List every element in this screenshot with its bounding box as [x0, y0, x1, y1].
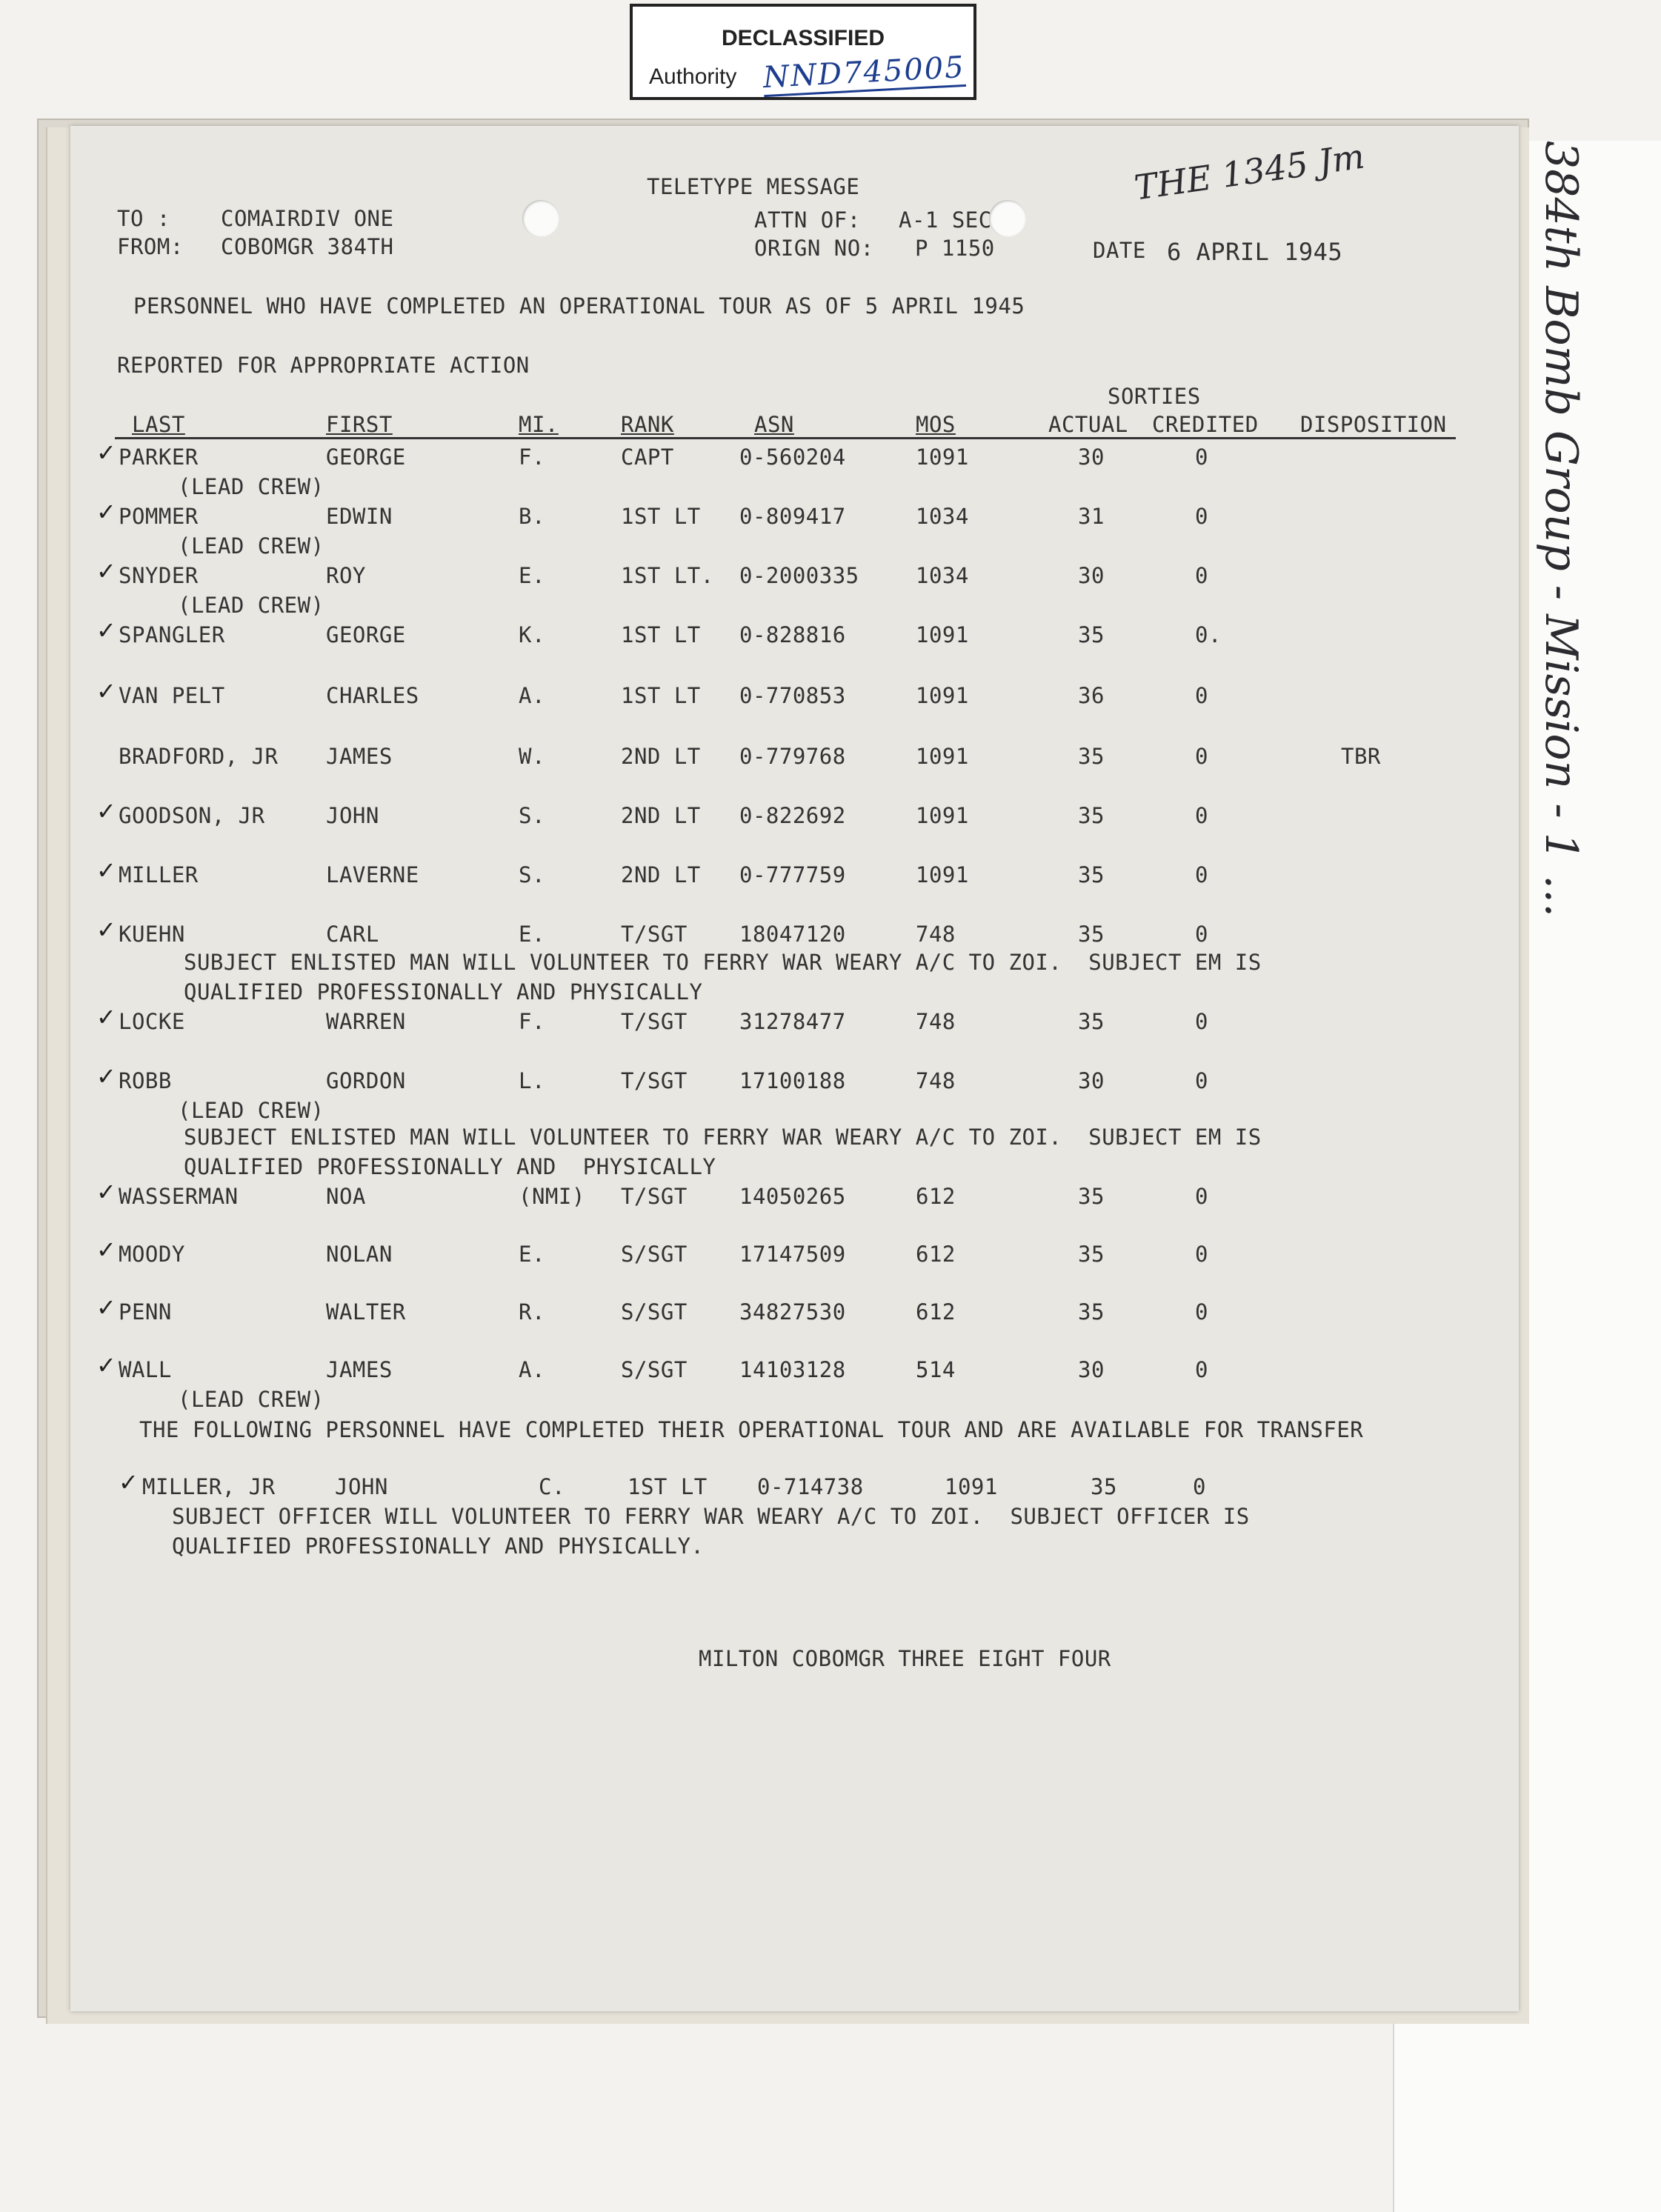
cell-credited: 0	[1195, 504, 1208, 529]
cell-asn: 17100188	[739, 1068, 846, 1093]
cell-mi: (NMI)	[519, 1184, 585, 1209]
to-value: COMAIRDIV ONE	[221, 206, 394, 231]
cell-mos: 1091	[916, 444, 969, 470]
check-mark-icon: ✓	[96, 1351, 116, 1379]
check-mark-icon: ✓	[96, 856, 116, 885]
transfer-remark-1: SUBJECT OFFICER WILL VOLUNTEER TO FERRY WAR WEARY A/C TO ZOI. SUBJECT OFFICER IS	[172, 1504, 1250, 1529]
message-title: TELETYPE MESSAGE	[647, 174, 860, 199]
cell-rank: T/SGT	[621, 922, 688, 947]
cell-disposition: TBR	[1341, 744, 1381, 769]
date-label: DATE	[1093, 238, 1146, 263]
cell-mi: A.	[519, 1357, 545, 1382]
cell-first: EDWIN	[326, 504, 393, 529]
cell-last: WASSERMAN	[119, 1184, 239, 1209]
check-mark-icon: ✓	[96, 1003, 116, 1031]
transfer-heading: THE FOLLOWING PERSONNEL HAVE COMPLETED THEIR OPERATIONAL TOUR AND ARE AVAILABLE FOR TRANSFER	[139, 1417, 1364, 1442]
cell-first: GEORGE	[326, 622, 406, 647]
cell-first: CHARLES	[326, 683, 419, 708]
check-mark-icon: ✓	[96, 916, 116, 944]
cell-credited: 0	[1195, 683, 1208, 708]
transfer-actual: 35	[1091, 1474, 1117, 1499]
cell-asn: 31278477	[739, 1009, 846, 1034]
check-mark-icon: ✓	[96, 677, 116, 705]
col-credited: CREDITED	[1152, 412, 1259, 437]
cell-rank: S/SGT	[621, 1357, 688, 1382]
cell-mos: 514	[916, 1357, 956, 1382]
attn-label: ATTN OF:	[754, 207, 861, 233]
check-mark-icon: ✓	[96, 1236, 116, 1264]
cell-first: JOHN	[326, 803, 379, 828]
cell-mos: 748	[916, 1068, 956, 1093]
cell-last: VAN PELT	[119, 683, 225, 708]
row-note: (LEAD CREW)	[178, 1098, 324, 1123]
cell-rank: T/SGT	[621, 1184, 688, 1209]
cell-asn: 0-779768	[739, 744, 846, 769]
cell-rank: T/SGT	[621, 1009, 688, 1034]
cell-credited: 0.	[1195, 622, 1222, 647]
row-note: (LEAD CREW)	[178, 1387, 324, 1412]
row-note: (LEAD CREW)	[178, 533, 324, 559]
cell-mos: 748	[916, 1009, 956, 1034]
cell-actual: 30	[1078, 444, 1105, 470]
cell-last: ROBB	[119, 1068, 172, 1093]
cell-last: LOCKE	[119, 1009, 185, 1034]
cell-last: WALL	[119, 1357, 172, 1382]
cell-asn: 0-560204	[739, 444, 846, 470]
handwritten-annotation: THE 1345 Jm	[1131, 136, 1367, 208]
cell-credited: 0	[1195, 1068, 1208, 1093]
cell-credited: 0	[1195, 444, 1208, 470]
check-mark-icon: ✓	[96, 1062, 116, 1090]
cell-credited: 0	[1195, 1299, 1208, 1325]
cell-rank: CAPT	[621, 444, 674, 470]
transfer-mi: C.	[539, 1474, 565, 1499]
cell-last: SNYDER	[119, 563, 199, 588]
check-mark-icon: ✓	[96, 439, 116, 467]
stamp-authority-label: Authority	[649, 64, 737, 89]
cell-last: MILLER	[119, 862, 199, 887]
cell-mos: 1034	[916, 563, 969, 588]
cell-mi: E.	[519, 922, 545, 947]
cell-first: WARREN	[326, 1009, 406, 1034]
cell-first: GEORGE	[326, 444, 406, 470]
cell-mi: F.	[519, 444, 545, 470]
punch-hole-left	[522, 200, 559, 237]
transfer-last: MILLER, JR	[142, 1474, 276, 1499]
col-first: FIRST	[326, 412, 393, 437]
signature-line: MILTON COBOMGR THREE EIGHT FOUR	[699, 1646, 1111, 1671]
cell-mos: 612	[916, 1299, 956, 1325]
cell-credited: 0	[1195, 1009, 1208, 1034]
cell-credited: 0	[1195, 563, 1208, 588]
cell-actual: 35	[1078, 1184, 1105, 1209]
cell-mos: 1091	[916, 683, 969, 708]
cell-rank: 2ND LT	[621, 862, 701, 887]
col-mi: MI.	[519, 412, 559, 437]
cell-actual: 30	[1078, 1357, 1105, 1382]
cell-asn: 0-809417	[739, 504, 846, 529]
subject-line: PERSONNEL WHO HAVE COMPLETED AN OPERATIONAL TOUR AS OF 5 APRIL 1945	[133, 293, 1025, 319]
cell-first: CARL	[326, 922, 379, 947]
cell-actual: 35	[1078, 744, 1105, 769]
cell-asn: 14050265	[739, 1184, 846, 1209]
cell-last: PARKER	[119, 444, 199, 470]
attn-value: A-1 SEC	[899, 207, 992, 233]
cell-mi: A.	[519, 683, 545, 708]
cell-first: WALTER	[326, 1299, 406, 1325]
cell-actual: 36	[1078, 683, 1105, 708]
transfer-remark-2: QUALIFIED PROFESSIONALLY AND PHYSICALLY.	[172, 1533, 705, 1559]
cell-rank: 1ST LT	[621, 683, 701, 708]
cell-rank: S/SGT	[621, 1299, 688, 1325]
cell-mos: 612	[916, 1184, 956, 1209]
transfer-asn: 0-714738	[757, 1474, 864, 1499]
robb-remark-2: QUALIFIED PROFESSIONALLY AND PHYSICALLY	[184, 1154, 716, 1179]
cell-mi: L.	[519, 1068, 545, 1093]
cell-credited: 0	[1195, 1357, 1208, 1382]
cell-rank: 1ST LT.	[621, 563, 714, 588]
cell-last: BRADFORD, JR	[119, 744, 279, 769]
row-note: (LEAD CREW)	[178, 474, 324, 499]
check-mark-icon: ✓	[96, 498, 116, 526]
stamp-title: DECLASSIFIED	[721, 26, 885, 50]
cell-asn: 18047120	[739, 922, 846, 947]
cell-mi: R.	[519, 1299, 545, 1325]
check-mark-icon: ✓	[96, 1293, 116, 1322]
punch-hole-right	[989, 200, 1026, 237]
check-mark-icon: ✓	[96, 1178, 116, 1206]
cell-actual: 35	[1078, 1299, 1105, 1325]
origin-label: ORIGN NO:	[754, 236, 874, 261]
cell-asn: 14103128	[739, 1357, 846, 1382]
cell-first: NOLAN	[326, 1242, 393, 1267]
cell-asn: 34827530	[739, 1299, 846, 1325]
from-value: COBOMGR 384TH	[221, 234, 394, 259]
cell-last: POMMER	[119, 504, 199, 529]
transfer-first: JOHN	[335, 1474, 388, 1499]
cell-actual: 30	[1078, 563, 1105, 588]
cell-actual: 35	[1078, 1009, 1105, 1034]
cell-last: KUEHN	[119, 922, 185, 947]
side-handwritten-note	[1535, 141, 1587, 237]
reported-line: REPORTED FOR APPROPRIATE ACTION	[117, 353, 530, 378]
cell-rank: 1ST LT	[621, 504, 701, 529]
col-disposition: DISPOSITION	[1300, 412, 1447, 437]
cell-asn: 17147509	[739, 1242, 846, 1267]
cell-mi: B.	[519, 504, 545, 529]
cell-rank: T/SGT	[621, 1068, 688, 1093]
cell-first: JAMES	[326, 1357, 393, 1382]
stamp-authority-number: NND745005	[762, 50, 966, 97]
cell-mos: 612	[916, 1242, 956, 1267]
cell-first: LAVERNE	[326, 862, 419, 887]
cell-actual: 30	[1078, 1068, 1105, 1093]
transfer-mos: 1091	[945, 1474, 998, 1499]
origin-value: P 1150	[915, 236, 995, 261]
kuehn-remark-2: QUALIFIED PROFESSIONALLY AND PHYSICALLY	[184, 979, 703, 1005]
cell-mos: 1091	[916, 803, 969, 828]
cell-mi: W.	[519, 744, 545, 769]
cell-rank: S/SGT	[621, 1242, 688, 1267]
cell-first: NOA	[326, 1184, 366, 1209]
col-sorties: SORTIES	[1108, 384, 1201, 409]
cell-mi: S.	[519, 803, 545, 828]
cell-mos: 1034	[916, 504, 969, 529]
cell-credited: 0	[1195, 744, 1208, 769]
cell-first: GORDON	[326, 1068, 406, 1093]
cell-credited: 0	[1195, 1242, 1208, 1267]
cell-asn: 0-822692	[739, 803, 846, 828]
col-mos: MOS	[916, 412, 956, 437]
cell-rank: 2ND LT	[621, 744, 701, 769]
cell-credited: 0	[1195, 1184, 1208, 1209]
cell-last: PENN	[119, 1299, 172, 1325]
cell-mi: S.	[519, 862, 545, 887]
cell-credited: 0	[1195, 862, 1208, 887]
robb-remark-1: SUBJECT ENLISTED MAN WILL VOLUNTEER TO FERRY WAR WEARY A/C TO ZOI. SUBJECT EM IS	[184, 1125, 1262, 1150]
cell-last: MOODY	[119, 1242, 185, 1267]
header-rule	[115, 437, 1456, 439]
check-mark-icon: ✓	[96, 797, 116, 825]
from-label: FROM:	[117, 234, 184, 259]
cell-mos: 748	[916, 922, 956, 947]
cell-actual: 35	[1078, 922, 1105, 947]
col-actual: ACTUAL	[1048, 412, 1128, 437]
cell-mi: E.	[519, 563, 545, 588]
date-value: 6 APRIL 1945	[1167, 238, 1343, 266]
cell-first: JAMES	[326, 744, 393, 769]
row-note: (LEAD CREW)	[178, 593, 324, 618]
declassified-stamp	[630, 4, 976, 100]
cell-first: ROY	[326, 563, 366, 588]
cell-actual: 35	[1078, 803, 1105, 828]
col-rank: RANK	[621, 412, 674, 437]
cell-actual: 35	[1078, 1242, 1105, 1267]
kuehn-remark-1: SUBJECT ENLISTED MAN WILL VOLUNTEER TO FERRY WAR WEARY A/C TO ZOI. SUBJECT EM IS	[184, 950, 1262, 975]
transfer-rank: 1ST LT	[628, 1474, 708, 1499]
cell-rank: 1ST LT	[621, 622, 701, 647]
cell-credited: 0	[1195, 803, 1208, 828]
cell-mi: K.	[519, 622, 545, 647]
cell-mi: E.	[519, 1242, 545, 1267]
cell-mi: F.	[519, 1009, 545, 1034]
col-asn: ASN	[754, 412, 794, 437]
cell-rank: 2ND LT	[621, 803, 701, 828]
col-last: LAST	[132, 412, 185, 437]
cell-actual: 31	[1078, 504, 1105, 529]
check-mark-icon: ✓	[119, 1468, 139, 1496]
cell-credited: 0	[1195, 922, 1208, 947]
cell-last: SPANGLER	[119, 622, 225, 647]
cell-mos: 1091	[916, 622, 969, 647]
cell-asn: 0-2000335	[739, 563, 859, 588]
cell-asn: 0-777759	[739, 862, 846, 887]
cell-actual: 35	[1078, 622, 1105, 647]
to-label: TO :	[117, 206, 170, 231]
cell-asn: 0-770853	[739, 683, 846, 708]
transfer-credited: 0	[1193, 1474, 1206, 1499]
check-mark-icon: ✓	[96, 557, 116, 585]
cell-asn: 0-828816	[739, 622, 846, 647]
cell-actual: 35	[1078, 862, 1105, 887]
cell-last: GOODSON, JR	[119, 803, 265, 828]
check-mark-icon: ✓	[96, 616, 116, 644]
cell-mos: 1091	[916, 862, 969, 887]
cell-mos: 1091	[916, 744, 969, 769]
